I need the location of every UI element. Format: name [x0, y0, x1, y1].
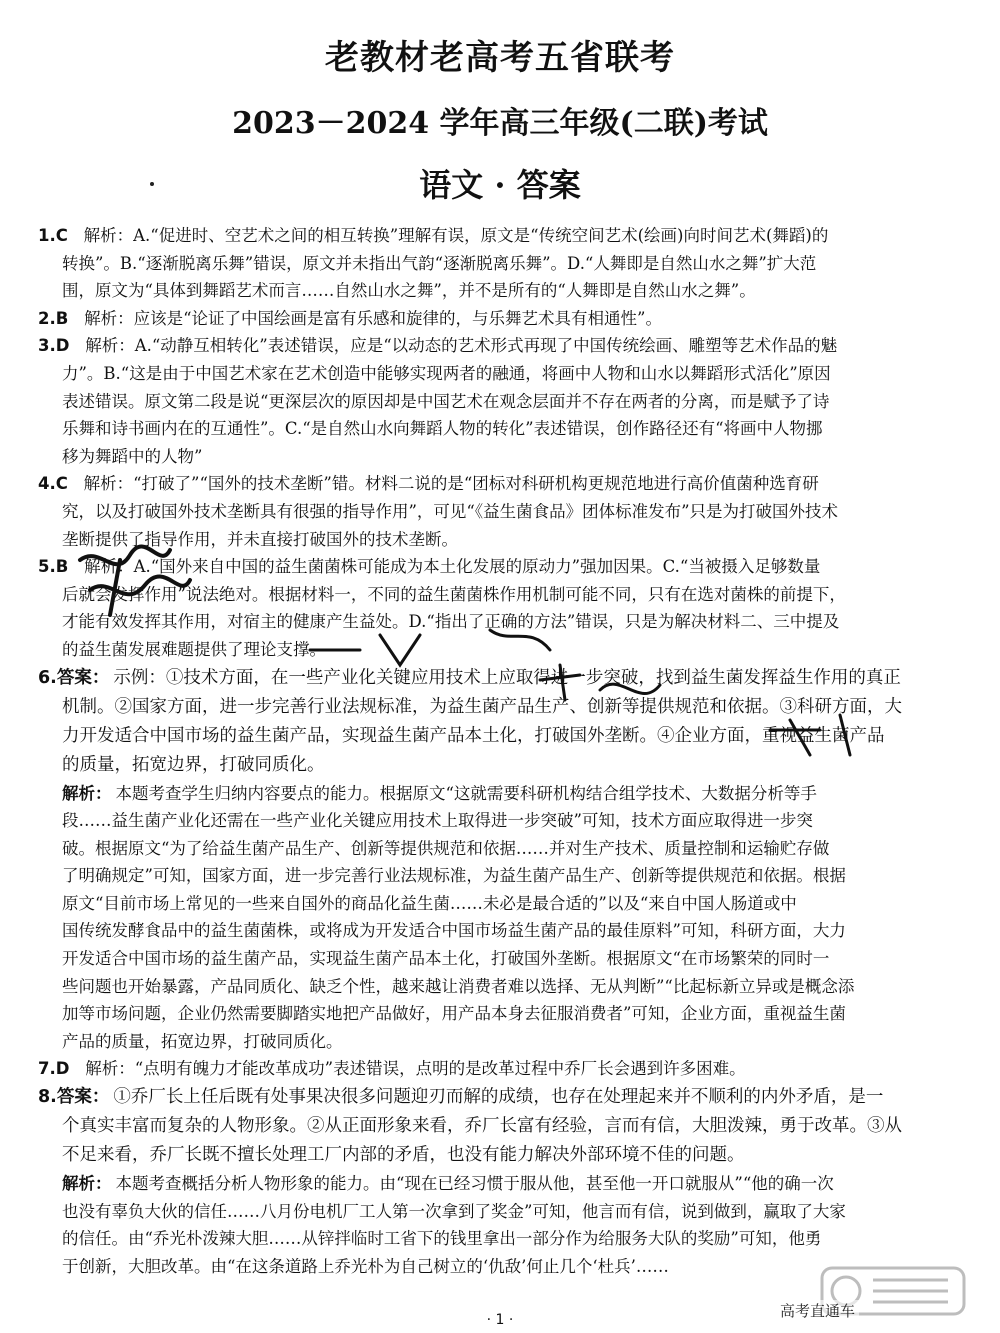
- answer-text: 解析：应该是“论证了中国绘画是富有乐感和旋律的，与乐舞艺术具有相通性”。: [84, 308, 662, 328]
- analysis-line: 了明确规定”可知，国家方面，进一步完善行业法规标准，为益生菌产品生产、创新等提供规范和依据。根据: [62, 866, 846, 886]
- question-number: 1.C: [38, 226, 68, 245]
- answer-item-6: [38, 664, 960, 780]
- answers-body: [38, 222, 960, 1280]
- analysis-line: 原文“目前市场上常见的一些来自国外的商品化益生菌……未必是最合适的”以及“来自中国人肠道或中: [62, 893, 797, 913]
- analysis-line: 的信任。由“乔光朴泼辣大胆……从锌拌临时工省下的钱里拿出一部分作为给服务大队的奖励”可知，他勇: [62, 1229, 822, 1249]
- analysis-label: 解析：: [62, 783, 112, 803]
- answer-label: 答案：: [56, 1087, 110, 1108]
- question-number: 3.D: [38, 336, 70, 356]
- answer-line: 移为舞蹈中的人物”: [62, 446, 203, 466]
- analysis-block-6: [38, 780, 960, 1056]
- answer-line: 机制。②国家方面，进一步完善行业法规标准，为益生菌产品生产、创新等提供规范和依据。③科研方面，大: [62, 696, 902, 717]
- analysis-line: 破。根据原文“为了给益生菌产品生产、创新等提供规范和依据……并对生产技术、质量控制和运输贮存做: [62, 838, 830, 858]
- answer-item-2: [38, 305, 960, 333]
- answer-line: 究，以及打破国外技术垄断具有很强的指导作用”，可见“《益生菌食品》团体标准发布”只是为打破国外技术: [62, 501, 839, 521]
- exam-subtitle: 2023－2024 学年高三年级(二联)考试: [232, 106, 768, 141]
- answer-line: 转换”。B.“逐渐脱离乐舞”错误，原文并未指出气韵“逐渐脱离乐舞”。D.“人舞即是自然山水之舞”扩大范: [62, 253, 817, 273]
- analysis-line: 段……益生菌产业化还需在一些产业化关键应用技术上取得进一步突破”可知，技术方面应取得进一步突: [62, 811, 813, 831]
- analysis-label: 解析：: [62, 1174, 112, 1194]
- answer-item-4: [38, 470, 960, 553]
- answer-line: 的益生菌发展难题提供了理论支撑。: [62, 639, 326, 659]
- ink-dot: [150, 182, 154, 186]
- answer-item-1: [38, 222, 960, 305]
- answer-item-3: [38, 332, 960, 470]
- question-number: 5.B: [38, 557, 69, 577]
- analysis-text: 本题考查学生归纳内容要点的能力。根据原文“这就需要科研机构结合组学技术、大数据分析等手: [115, 783, 817, 803]
- analysis-line: 些问题也开始暴露，产品同质化、缺乏个性，越来越让消费者难以选择、无从判断”“比起标新立异或是概念添: [62, 976, 855, 996]
- analysis-line: 国传统发酵食品中的益生菌菌株，或将成为开发适合中国市场益生菌产品的最佳原料”可知，科研方面，大力: [62, 921, 846, 941]
- answer-line: 力”。B.“这是由于中国艺术家在艺术创造中能够实现两者的融通，将画中人物和山水以舞蹈形式活化”原因: [62, 363, 831, 383]
- answer-line: [38, 664, 960, 693]
- analysis-line: [62, 780, 960, 808]
- question-number: 4.C: [38, 474, 68, 494]
- answer-line: 垄断提供了指导作用，并未直接打破国外的技术垄断。: [62, 529, 458, 549]
- answer-line: [38, 332, 960, 360]
- question-number: 2.B: [38, 308, 69, 328]
- answer-text: 解析：A.“促进时、空艺术之间的相互转换”理解有误，原文是“传统空间艺术(绘画)向时间艺术(舞蹈)的: [83, 226, 829, 245]
- analysis-line: 产品的质量，拓宽边界，打破同质化。: [62, 1031, 343, 1051]
- answer-item-7: [38, 1055, 960, 1083]
- watermark-badge: 高考直通车: [776, 1300, 859, 1321]
- analysis-line: 于创新，大胆改革。由“在这条道路上乔光朴为自己树立的‘仇敌’何止几个‘杜兵’……: [62, 1256, 669, 1276]
- answer-line: [38, 1083, 960, 1112]
- answer-line: 不足来看，乔厂长既不擅长处理工厂内部的矛盾，也没有能力解决外部环境不佳的问题。: [62, 1145, 745, 1166]
- answer-label: 答案：: [56, 667, 110, 688]
- answer-line: [38, 305, 960, 333]
- answer-text: 解析：“打破了”“国外的技术垄断”错。材料二说的是“团标对科研机构更规范地进行高价值菌种选育研: [83, 474, 819, 494]
- analysis-line: [62, 1170, 960, 1198]
- answer-line: 表述错误。原文第二段是说“更深层次的原因却是中国艺术在观念层面并不存在两者的分离，而是赋予了诗: [62, 391, 830, 411]
- answer-text: 解析：A.“动静互相转化”表述错误，应是“以动态的艺术形式再现了中国传统绘画、雕塑等艺术作品的魅: [85, 336, 838, 356]
- answer-line: [38, 222, 960, 250]
- answer-text: 解析：A.“国外来自中国的益生菌菌株可能成为本土化发展的原动力”强加因果。C.“当被摄入足够数量: [84, 557, 821, 577]
- answer-item-5: [38, 553, 960, 663]
- answer-item-8: [38, 1083, 960, 1170]
- subject-heading: 语文 · 答案: [419, 166, 581, 204]
- answer-text: ①乔厂长上任后既有处事果决很多问题迎刃而解的成绩，也存在处理起来并不顺利的内外矛盾，是一: [113, 1087, 884, 1108]
- answer-line: 力开发适合中国市场的益生菌产品，实现益生菌产品本土化，打破国外垄断。④企业方面，重视益生菌产品: [62, 725, 885, 746]
- analysis-line: 开发适合中国市场的益生菌产品，实现益生菌产品本土化，打破国外垄断。根据原文“在市场繁荣的同时一: [62, 949, 830, 969]
- answer-line: [38, 470, 960, 498]
- analysis-text: 本题考查概括分析人物形象的能力。由“现在已经习惯于服从他，甚至他一开口就服从”“他的确一次: [115, 1174, 834, 1194]
- answer-line: 后就会发挥作用”说法绝对。根据材料一，不同的益生菌菌株作用机制可能不同，只有在选对菌株的前提下，: [62, 584, 846, 604]
- answer-line: 个真实丰富而复杂的人物形象。②从正面形象来看，乔厂长富有经验，言而有信，大胆泼辣，勇于改革。③从: [62, 1116, 902, 1137]
- answer-line: 乐舞和诗书画内在的互通性”。C.“是自然山水向舞蹈人物的转化”表述错误，创作路径还有“将画中人物挪: [62, 419, 823, 439]
- answer-text: 解析：“点明有魄力才能改革成功”表述错误，点明的是改革过程中乔厂长会遇到许多困难。: [85, 1059, 746, 1079]
- answer-line: [38, 553, 960, 581]
- analysis-line: 也没有辜负大伙的信任……八月份电机厂工人第一次拿到了奖金”可知，他言而有信，说到做到，赢取了大家: [62, 1201, 846, 1221]
- exam-title: 老教材老高考五省联考: [325, 38, 675, 78]
- analysis-line: 加等市场问题，企业仍然需要脚踏实地把产品做好，用产品本身去征服消费者”可知，企业方面，重视益生菌: [62, 1004, 846, 1024]
- question-number: 8.: [38, 1087, 57, 1108]
- answer-line: 围，原文为“具体到舞蹈艺术而言……自然山水之舞”，并不是所有的“人舞即是自然山水之舞”。: [62, 281, 756, 301]
- question-number: 7.D: [38, 1059, 70, 1079]
- answer-line: 的质量，拓宽边界，打破同质化。: [62, 754, 325, 775]
- answer-line: 才能有效发挥其作用，对宿主的健康产生益处。D.“指出了正确的方法”错误，只是为解决材料二、三中提及: [62, 612, 840, 632]
- answer-text: 示例：①技术方面，在一些产业化关键应用技术上应取得进一步突破，找到益生菌发挥益生作用的真正: [113, 667, 901, 688]
- question-number: 6.: [38, 667, 57, 688]
- page-number: · 1 ·: [486, 1312, 514, 1328]
- answer-line: [38, 1055, 960, 1083]
